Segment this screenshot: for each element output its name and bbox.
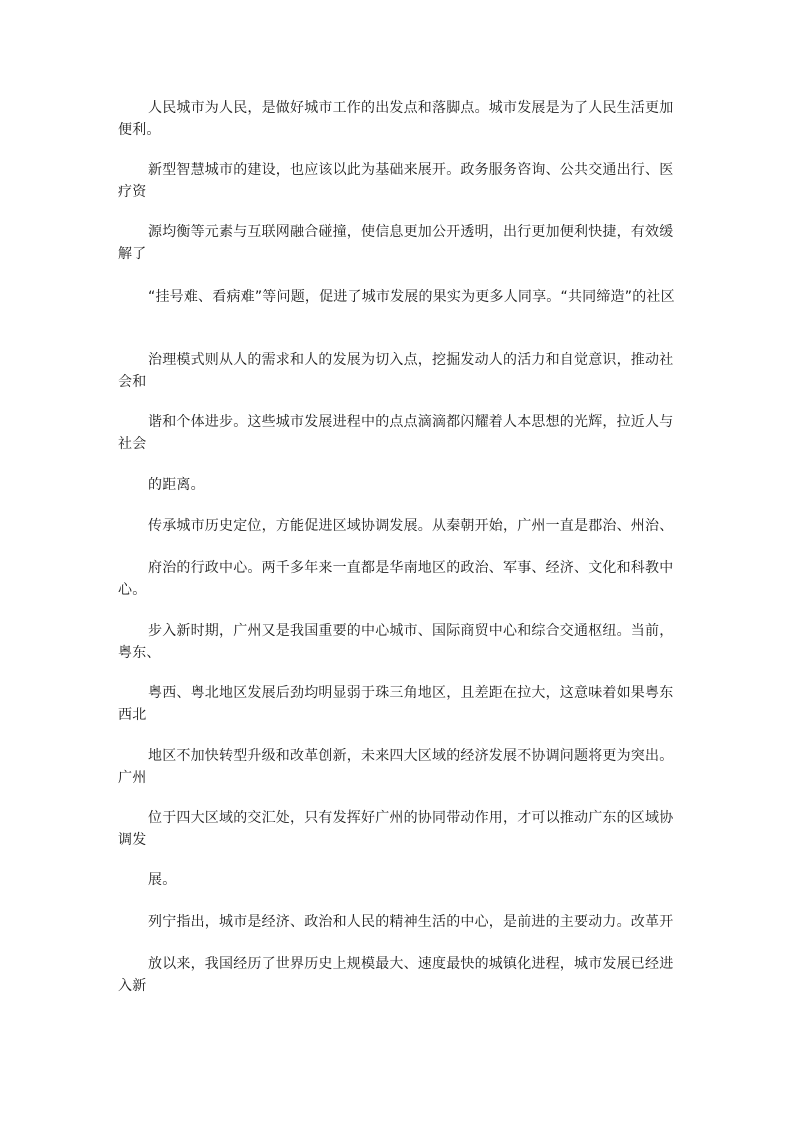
paragraph-7: 的距离。 bbox=[148, 477, 205, 493]
paragraph-1: 人民城市为人民，是做好城市工作的出发点和落脚点。城市发展是为了人民生活更加便利。 bbox=[118, 100, 674, 138]
paragraph-11: 粤西、粤北地区发展后劲均明显弱于珠三角地区，且差距在拉大，这意味着如果粤东西北 bbox=[118, 685, 674, 723]
paragraph-6: 谐和个体进步。这些城市发展进程中的点点滴滴都闪耀着人本思想的光辉，拉近人与社会 bbox=[118, 414, 674, 452]
paragraph-2: 新型智慧城市的建设，也应该以此为基础来展开。政务服务咨询、公共交通出行、医疗资 bbox=[118, 162, 674, 200]
paragraph-5: 治理模式则从人的需求和人的发展为切入点，挖掘发动人的活力和自觉意识，推动社会和 bbox=[118, 352, 674, 390]
paragraph-12: 地区不加快转型升级和改革创新，未来四大区域的经济发展不协调问题将更为突出。广州 bbox=[118, 748, 674, 786]
paragraph-13: 位于四大区域的交汇处，只有发挥好广州的协同带动作用，才可以推动广东的区域协调发 bbox=[118, 810, 674, 848]
paragraph-10: 步入新时期，广州又是我国重要的中心城市、国际商贸中心和综合交通枢纽。当前，粤东、 bbox=[118, 623, 674, 661]
paragraph-8: 传承城市历史定位，方能促进区域协调发展。从秦朝开始，广州一直是郡治、州治、 bbox=[148, 518, 674, 534]
paragraph-3: 源均衡等元素与互联网融合碰撞，使信息更加公开透明，出行更加便利快捷，有效缓解了 bbox=[118, 224, 674, 262]
paragraph-16: 放以来，我国经历了世界历史上规模最大、速度最快的城镇化进程，城市发展已经进入新 bbox=[118, 956, 674, 994]
paragraph-14: 展。 bbox=[148, 872, 177, 888]
paragraph-15: 列宁指出，城市是经济、政治和人民的精神生活的中心，是前进的主要动力。改革开 bbox=[148, 914, 674, 930]
paragraph-9: 府治的行政中心。两千多年来一直都是华南地区的政治、军事、经济、文化和科教中心。 bbox=[118, 560, 674, 598]
paragraph-4: “挂号难、看病难”等问题，促进了城市发展的果实为更多人同享。“共同缔造”的社区 bbox=[148, 289, 675, 305]
